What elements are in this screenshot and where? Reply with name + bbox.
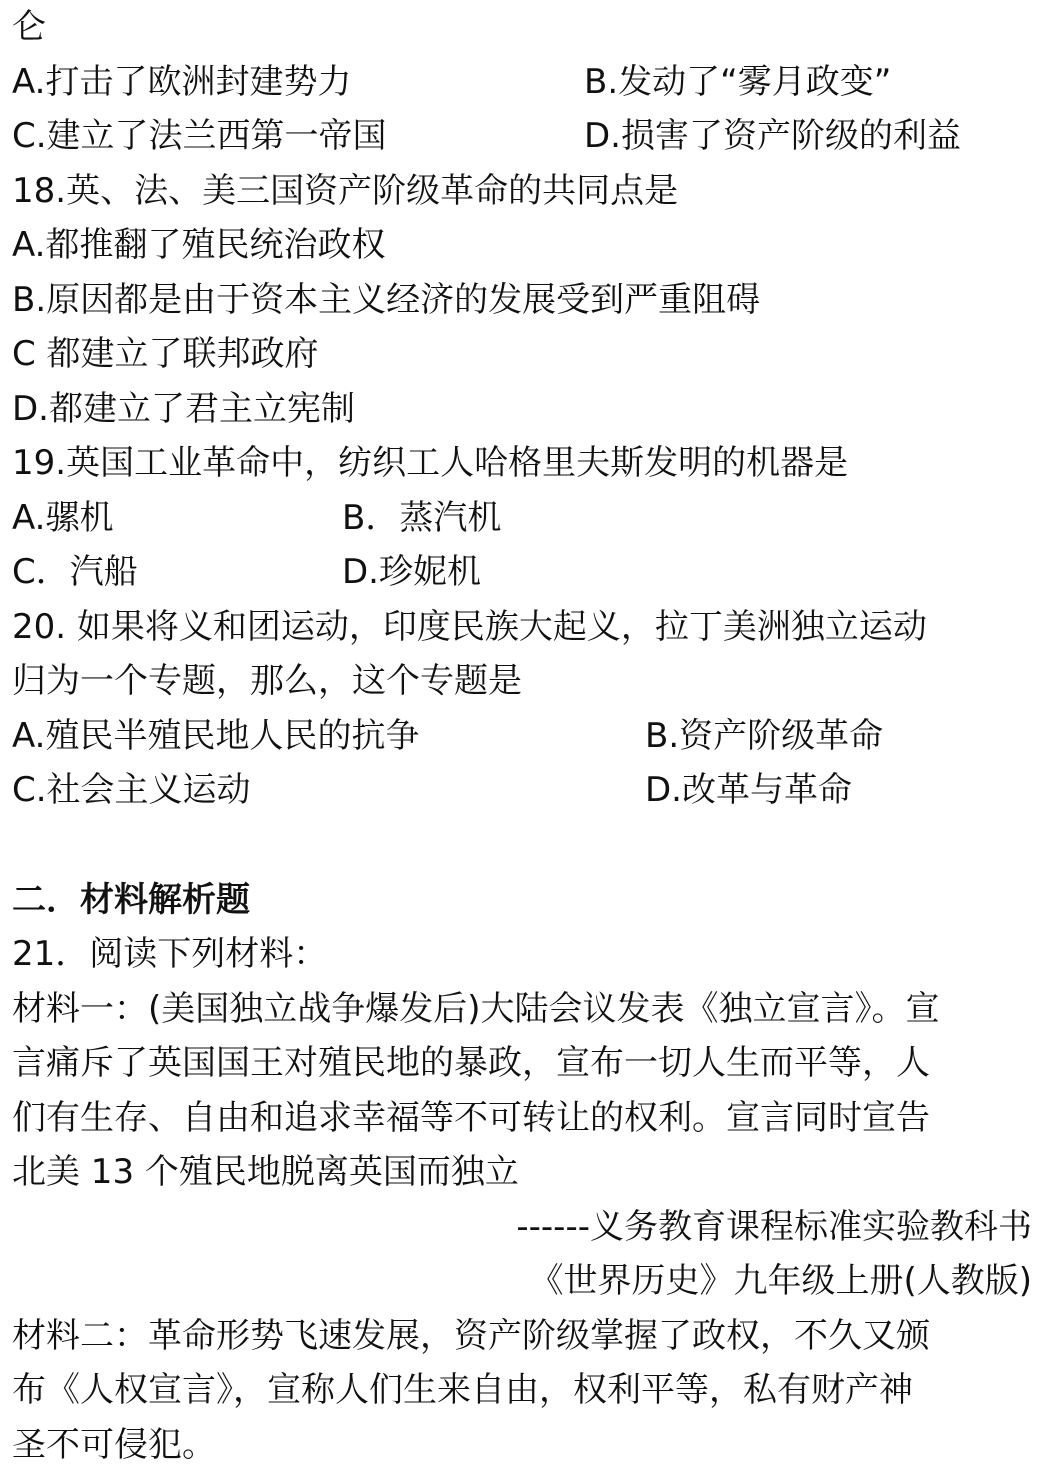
q17-option-b: B.发动了“雾月政变”: [584, 62, 892, 102]
q20-option-b: B.资产阶级革命: [645, 716, 884, 756]
material1-line3: 们有生存、自由和追求幸福等不可转让的权利。宣言同时宣告: [12, 1098, 930, 1138]
material1-line2: 言痛斥了英国国王对殖民地的暴政，宣布一切人生而平等，人: [12, 1043, 930, 1083]
q18-option-d: D.都建立了君主立宪制: [12, 389, 355, 429]
material1-line1: 材料一：(美国独立战争爆发后)大陆会议发表《独立宣言》。宣: [12, 989, 940, 1029]
q20-option-a: A.殖民半殖民地人民的抗争: [12, 716, 420, 756]
q18-stem: 18.英、法、美三国资产阶级革命的共同点是: [12, 171, 679, 211]
material1-line4: 北美 13 个殖民地脱离英国而独立: [12, 1152, 519, 1192]
q17-option-d: D.损害了资产阶级的利益: [584, 116, 961, 156]
q19-option-b: B．蒸汽机: [342, 498, 502, 538]
q17-continuation: 仑: [12, 7, 46, 47]
material2-line1: 材料二：革命形势飞速发展，资产阶级掌握了政权，不久又颁: [12, 1316, 930, 1356]
q20-stem-line1: 20. 如果将义和团运动，印度民族大起义，拉丁美洲独立运动: [12, 607, 927, 647]
material2-line2: 布《人权宣言》，宣称人们生来自由，权利平等，私有财产神: [12, 1370, 913, 1410]
section-heading: 二．材料解析题: [12, 880, 250, 920]
q17-option-c: C.建立了法兰西第一帝国: [12, 116, 387, 156]
q21-stem: 21．阅读下列材料：: [12, 934, 328, 974]
q19-option-a: A.骡机: [12, 498, 114, 538]
q19-stem: 19.英国工业革命中，纺织工人哈格里夫斯发明的机器是: [12, 443, 849, 483]
q18-option-a: A.都推翻了殖民统治政权: [12, 225, 386, 265]
q19-option-d: D.珍妮机: [342, 552, 481, 592]
material1-source-line1: ------义务教育课程标准实验教科书: [516, 1207, 1032, 1247]
material1-source-line2: 《世界历史》九年级上册(人教版): [529, 1261, 1032, 1301]
material2-line3: 圣不可侵犯。: [12, 1425, 216, 1465]
q20-stem-line2: 归为一个专题，那么，这个专题是: [12, 661, 522, 701]
q18-option-c: C 都建立了联邦政府: [12, 334, 319, 374]
q20-option-c: C.社会主义运动: [12, 770, 251, 810]
q17-option-a: A.打击了欧洲封建势力: [12, 62, 352, 102]
q18-option-b: B.原因都是由于资本主义经济的发展受到严重阻碍: [12, 280, 761, 320]
q20-option-d: D.改革与革命: [645, 770, 852, 810]
q19-option-c: C．汽船: [12, 552, 138, 592]
